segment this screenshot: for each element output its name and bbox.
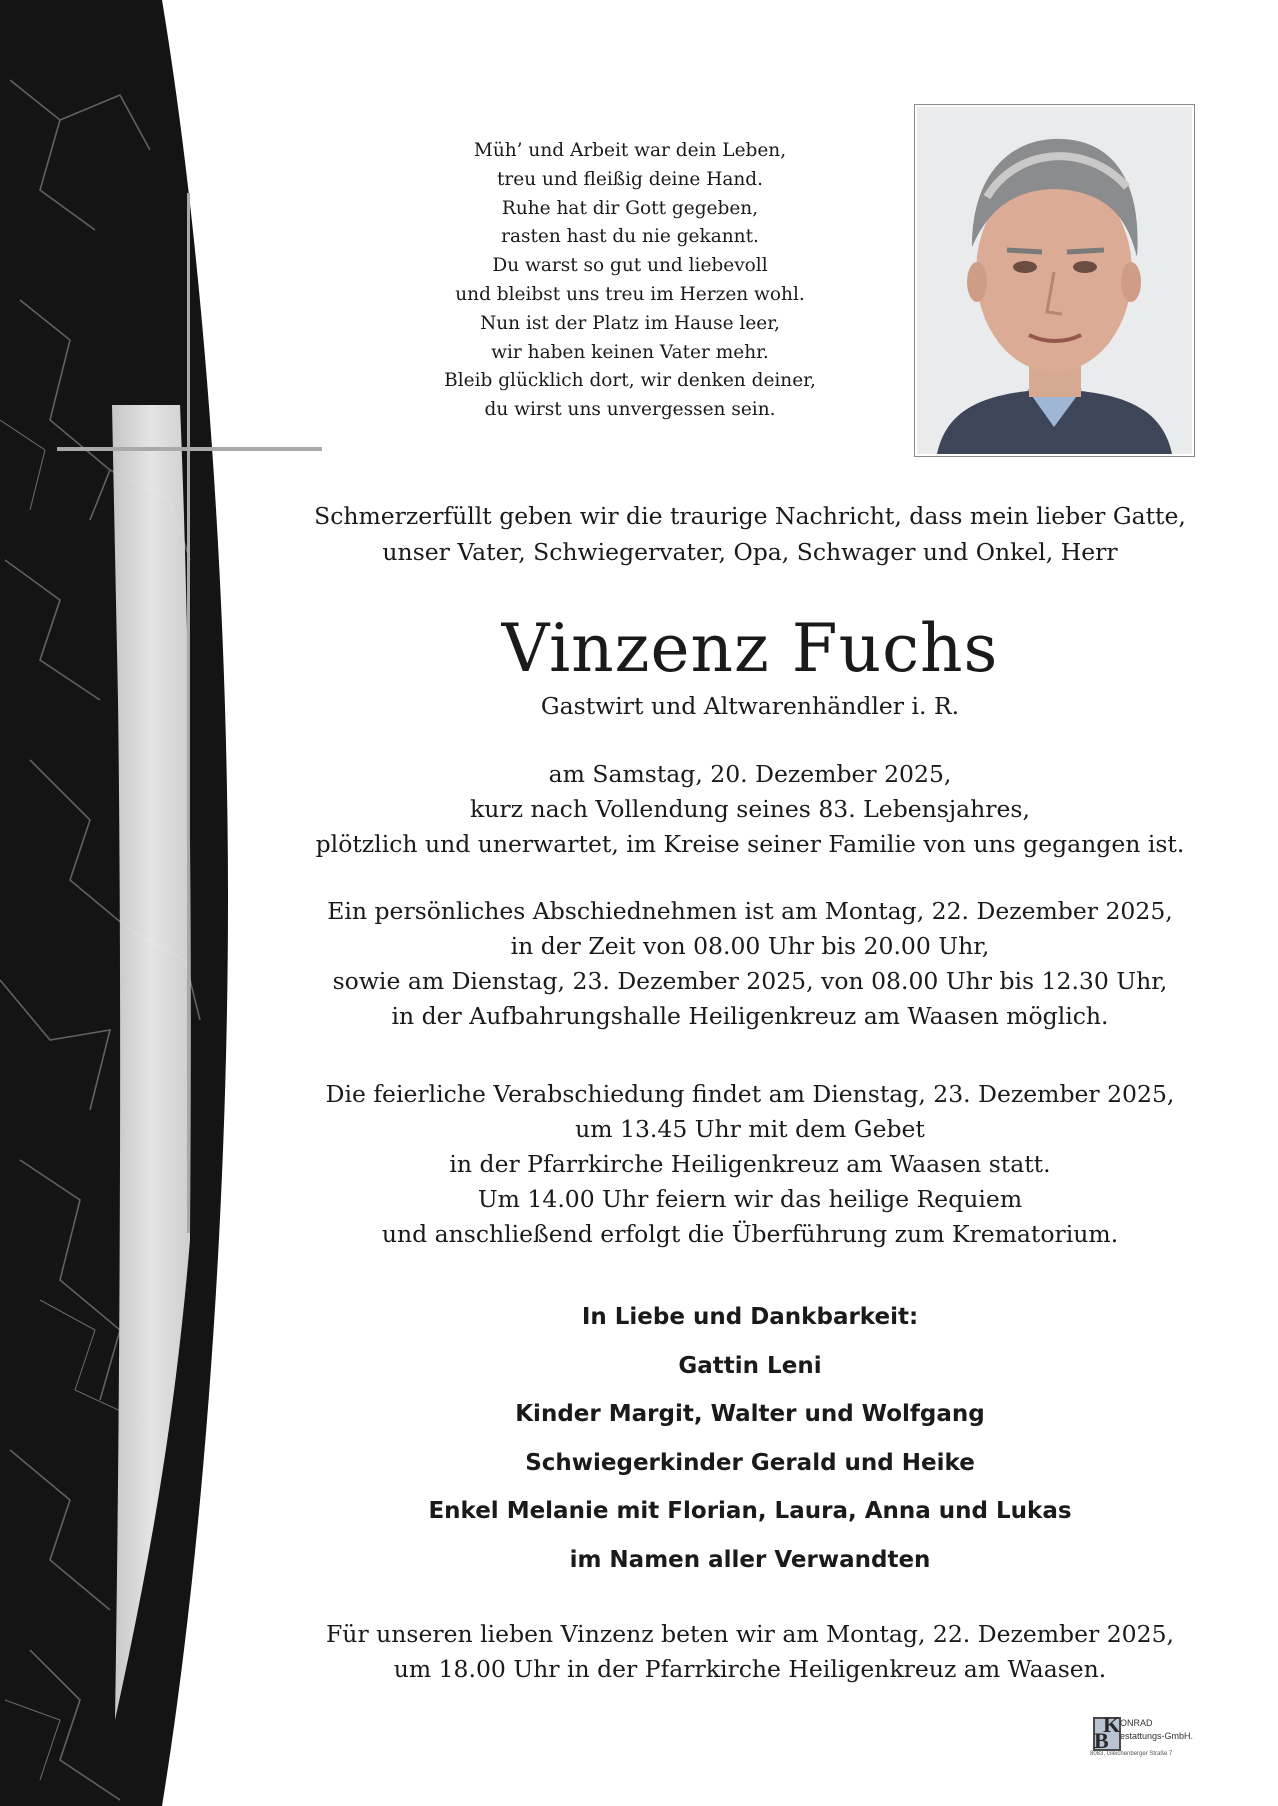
- poem: [390, 137, 870, 425]
- ceremony-line: in der Pfarrkirche Heiligenkreuz am Waasen statt.: [449, 1150, 1051, 1178]
- poem-line: und bleibst uns treu im Herzen wohl.: [455, 283, 805, 305]
- intro-line: Schmerzerfüllt geben wir die traurige Nachricht, dass mein lieber Gatte,: [314, 502, 1186, 530]
- family-line: im Namen aller Verwandten: [569, 1546, 931, 1573]
- funeral-home-logo: [1090, 1712, 1210, 1765]
- prayer-line: um 18.00 Uhr in der Pfarrkirche Heiligenkreuz am Waasen.: [393, 1655, 1107, 1683]
- ceremony-line: Um 14.00 Uhr feiern wir das heilige Requiem: [477, 1185, 1023, 1213]
- ceremony-line: Die feierliche Verabschiedung findet am Dienstag, 23. Dezember 2025,: [325, 1080, 1175, 1108]
- logo-text-line2: estattungs-GmbH.: [1120, 1731, 1194, 1741]
- poem-line: Nun ist der Platz im Hause leer,: [480, 312, 780, 334]
- prayer-line: Für unseren lieben Vinzenz beten wir am Montag, 22. Dezember 2025,: [326, 1620, 1174, 1648]
- family-line: Enkel Melanie mit Florian, Laura, Anna und Lukas: [428, 1498, 1072, 1524]
- viewing-line: in der Zeit von 08.00 Uhr bis 20.00 Uhr,: [510, 932, 990, 960]
- death-line: plötzlich und unerwartet, im Kreise seiner Familie von uns gegangen ist.: [315, 830, 1185, 858]
- ceremony-details: [300, 1077, 1200, 1252]
- cross-vertical-bar: [187, 193, 190, 1233]
- intro-line: unser Vater, Schwiegervater, Opa, Schwager und Onkel, Herr: [382, 538, 1118, 566]
- viewing-line: in der Aufbahrungshalle Heiligenkreuz am Waasen möglich.: [391, 1002, 1109, 1030]
- logo-letter-b: B: [1094, 1728, 1109, 1753]
- family-mourners: [300, 1293, 1200, 1584]
- poem-line: Du warst so gut und liebevoll: [492, 255, 768, 277]
- logo-text-line1: ONRAD: [1120, 1718, 1153, 1728]
- profession-text: Gastwirt und Altwarenhändler i. R.: [540, 692, 960, 720]
- family-line: Gattin Leni: [678, 1352, 822, 1379]
- viewing-details: [300, 894, 1200, 1034]
- death-line: kurz nach Vollendung seines 83. Lebensjahres,: [470, 795, 1030, 823]
- poem-line: Bleib glücklich dort, wir denken deiner,: [444, 370, 816, 392]
- poem-line: rasten hast du nie gekannt.: [501, 226, 759, 248]
- announcement-intro: [300, 498, 1200, 570]
- death-line: am Samstag, 20. Dezember 2025,: [548, 760, 952, 788]
- portrait-photo: [914, 104, 1195, 457]
- profession: [300, 688, 1200, 724]
- family-line: In Liebe und Dankbarkeit:: [581, 1304, 919, 1330]
- ceremony-line: um 13.45 Uhr mit dem Gebet: [575, 1115, 925, 1143]
- poem-line: Ruhe hat dir Gott gegeben,: [501, 197, 759, 219]
- viewing-line: sowie am Dienstag, 23. Dezember 2025, von 08.00 Uhr bis 12.30 Uhr,: [332, 967, 1168, 995]
- ceremony-line: und anschließend erfolgt die Überführung zum Krematorium.: [381, 1220, 1119, 1248]
- family-line: Schwiegerkinder Gerald und Heike: [525, 1449, 975, 1476]
- poem-line: wir haben keinen Vater mehr.: [491, 341, 769, 363]
- death-details: [300, 757, 1200, 862]
- poem-line: treu und fleißig deine Hand.: [496, 168, 764, 190]
- poem-line: du wirst uns unvergessen sein.: [484, 399, 776, 421]
- logo-letter-k: K: [1103, 1712, 1121, 1737]
- poem-line: Müh’ und Arbeit war dein Leben,: [473, 140, 787, 161]
- cross-horizontal-bar: [57, 447, 322, 451]
- logo-address: 8083, Gleichenberger Straße 7: [1090, 1751, 1173, 1757]
- family-line: Kinder Margit, Walter und Wolfgang: [515, 1401, 985, 1427]
- prayer-details: [300, 1617, 1200, 1687]
- viewing-line: Ein persönliches Abschiednehmen ist am Montag, 22. Dezember 2025,: [327, 897, 1173, 925]
- deceased-name: Vinzenz Fuchs: [501, 610, 999, 687]
